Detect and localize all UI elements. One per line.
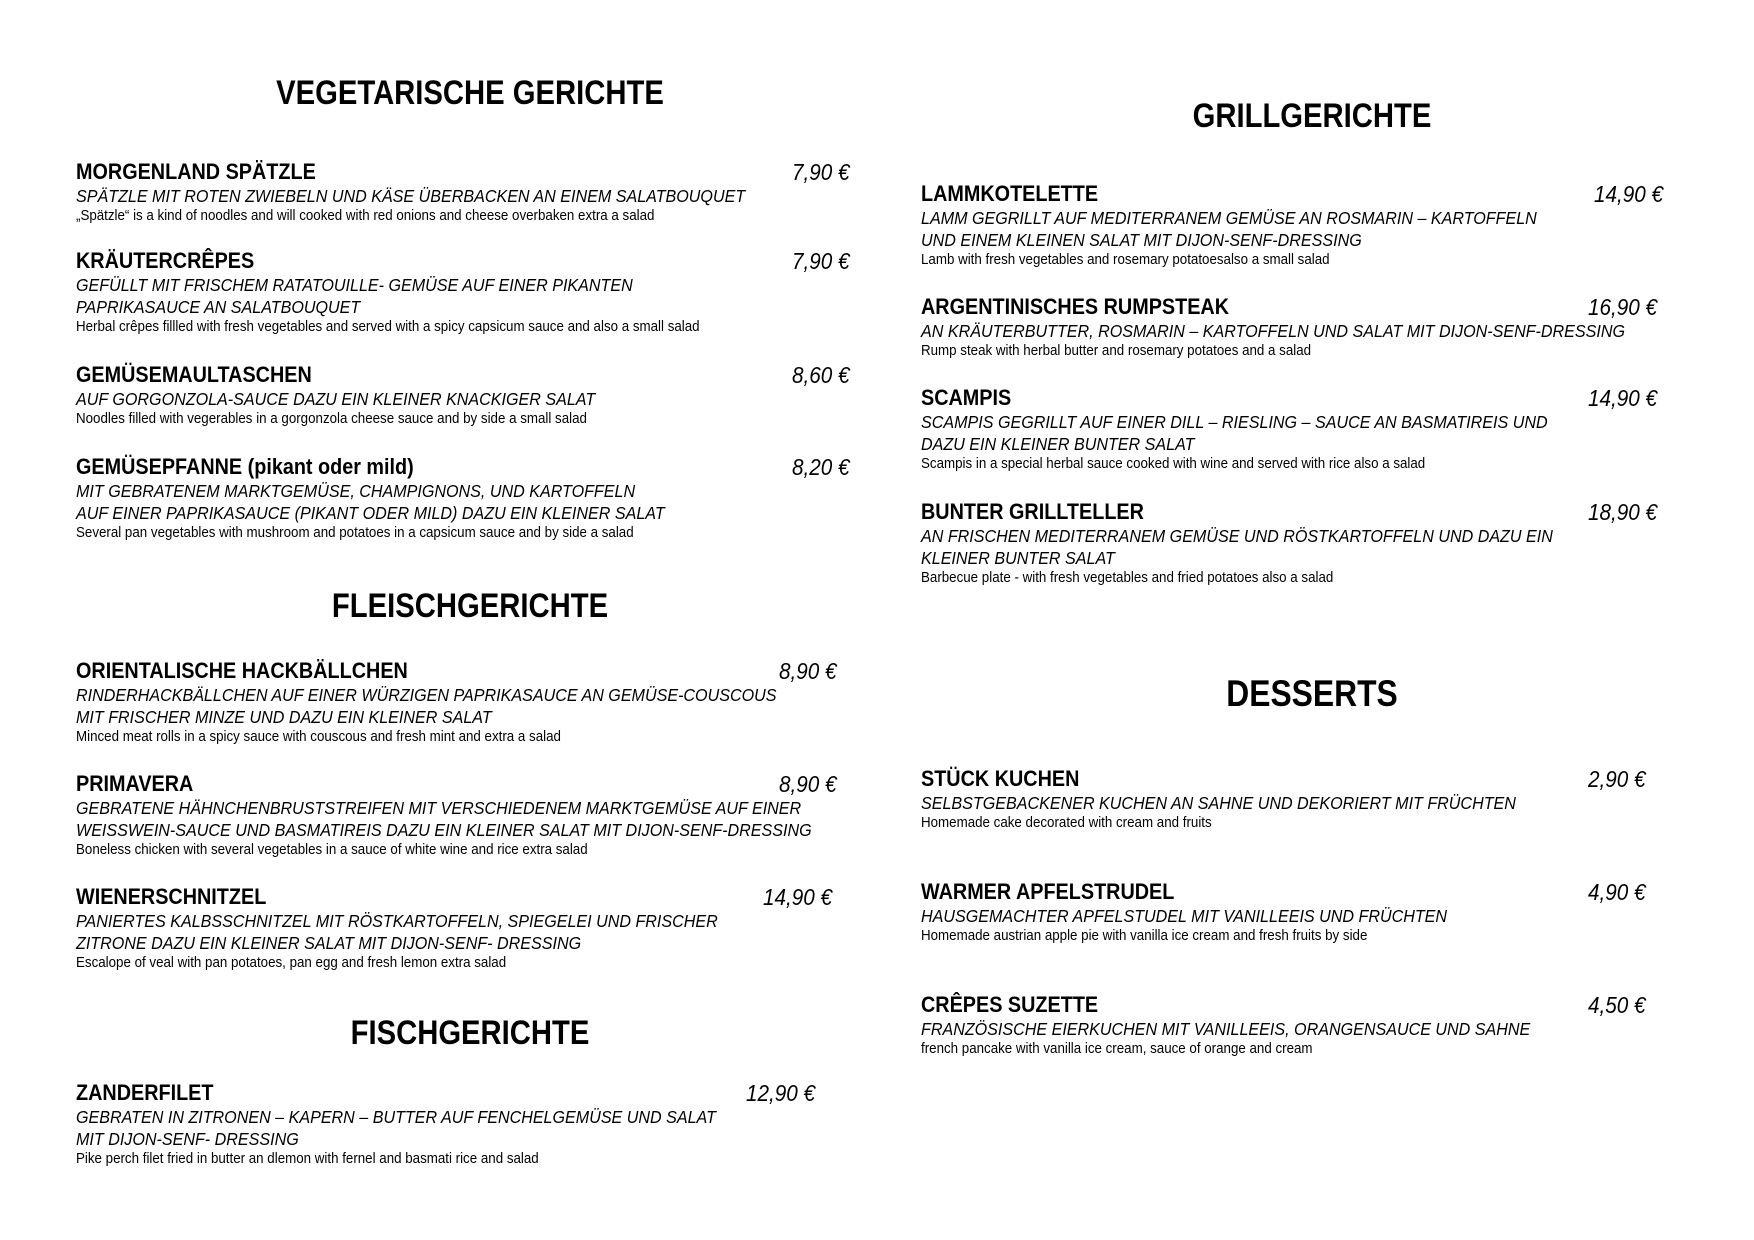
dish-description: GEBRATENE HÄHNCHENBRUSTSTREIFEN MIT VERSCHIEDENEM MARKTGEMÜSE AUF EINER WEISSWEIN-SAUCE UND BASMATIREIS DAZU EIN KLEINER SALAT MIT DIJON-SENF-DRESSING xyxy=(76,798,812,840)
dish-english: Lamb with fresh vegetables and rosemary potatoesalso a small salad xyxy=(921,252,1330,268)
section-title-grill: GRILLGERICHTE xyxy=(1192,97,1432,135)
section-title-vegetarische: VEGETARISCHE GERICHTE xyxy=(276,74,664,112)
dish-english: Boneless chicken with several vegetables in a sauce of white wine and rice extra salad xyxy=(76,842,588,858)
dish-name: LAMMKOTELETTE xyxy=(921,181,1099,206)
section-title-fisch: FISCHGERICHTE xyxy=(350,1014,590,1052)
dish-price: 12,90 € xyxy=(746,1080,816,1106)
dish-description: MIT GEBRATENEM MARKTGEMÜSE, CHAMPIGNONS, UND KARTOFFELN AUF EINER PAPRIKASAUCE (PIKANT ODER MILD) DAZU EIN KLEINER SALAT xyxy=(76,481,665,523)
dish-description: RINDERHACKBÄLLCHEN AUF EINER WÜRZIGEN PAPRIKASAUCE AN GEMÜSE-COUSCOUS MIT FRISCHER MINZE UND DAZU EIN KLEINER SALAT xyxy=(76,685,777,727)
dish-name: GEMÜSEPFANNE (pikant oder mild) xyxy=(76,454,414,479)
menu-item xyxy=(76,884,833,972)
dish-price: 8,60 € xyxy=(792,362,850,388)
section-title-fleisch: FLEISCHGERICHTE xyxy=(331,587,609,625)
dish-description: HAUSGEMACHTER APFELSTUDEL MIT VANILLEEIS UND FRÜCHTEN xyxy=(921,906,1448,926)
menu-item xyxy=(921,992,1646,1058)
dish-english: Herbal crêpes fillled with fresh vegetables and served with a spicy capsicum sauce and also a small salad xyxy=(76,319,700,335)
dish-english: Several pan vegetables with mushroom and potatoes in a capsicum sauce and by side a salad xyxy=(76,525,634,541)
dish-price: 14,90 € xyxy=(763,884,833,910)
dish-price: 2,90 € xyxy=(1588,766,1646,792)
dish-name: CRÊPES SUZETTE xyxy=(921,992,1099,1017)
dish-name: GEMÜSEMAULTASCHEN xyxy=(76,362,312,387)
dish-name: ZANDERFILET xyxy=(76,1080,214,1105)
dish-price: 7,90 € xyxy=(792,248,850,274)
dish-name: STÜCK KUCHEN xyxy=(921,766,1080,791)
menu-item xyxy=(76,659,837,746)
dish-description: SELBSTGEBACKENER KUCHEN AN SAHNE UND DEKORIERT MIT FRÜCHTEN xyxy=(921,793,1516,813)
dish-name: ORIENTALISCHE HACKBÄLLCHEN xyxy=(76,658,408,683)
menu-item xyxy=(76,248,850,336)
dish-description: AUF GORGONZOLA-SAUCE DAZU EIN KLEINER KNACKIGER SALAT xyxy=(76,389,596,409)
dish-description: PANIERTES KALBSSCHNITZEL MIT RÖSTKARTOFFELN, SPIEGELEI UND FRISCHER ZITRONE DAZU EIN KLEINER SALAT MIT DIJON-SENF- DRESSING xyxy=(76,911,718,953)
dish-description: SCAMPIS GEGRILLT AUF EINER DILL – RIESLING – SAUCE AN BASMATIREIS UND DAZU EIN KLEINER BUNTER SALAT xyxy=(921,412,1548,454)
dish-english: „Spätzle“ is a kind of noodles and will cooked with red onions and cheese overbaken extra a salad xyxy=(76,208,655,224)
dish-description: LAMM GEGRILLT AUF MEDITERRANEM GEMÜSE AN ROSMARIN – KARTOFFELN UND EINEM KLEINEN SALAT MIT DIJON-SENF-DRESSING xyxy=(921,208,1537,250)
dish-price: 4,90 € xyxy=(1588,879,1646,905)
dish-price: 18,90 € xyxy=(1588,499,1658,525)
dish-description: FRANZÖSISCHE EIERKUCHEN MIT VANILLEEIS, ORANGENSAUCE UND SAHNE xyxy=(921,1019,1531,1039)
dish-price: 16,90 € xyxy=(1588,294,1658,320)
dish-description: GEFÜLLT MIT FRISCHEM RATATOUILLE- GEMÜSE AUF EINER PIKANTEN PAPRIKASAUCE AN SALATBOUQUET xyxy=(76,275,633,317)
dish-name: KRÄUTERCRÊPES xyxy=(76,248,255,273)
menu-item xyxy=(76,454,850,542)
dish-english: Pike perch filet fried in butter an dlemon with fernel and basmati rice and salad xyxy=(76,1151,539,1167)
menu-item xyxy=(76,1080,816,1168)
dish-price: 8,20 € xyxy=(792,454,850,480)
menu-item xyxy=(921,879,1646,945)
dish-name: BUNTER GRILLTELLER xyxy=(921,499,1144,524)
dish-english: Homemade austrian apple pie with vanilla ice cream and fresh fruits by side xyxy=(921,928,1368,944)
menu-item xyxy=(921,766,1646,832)
dish-description: AN FRISCHEN MEDITERRANEM GEMÜSE UND RÖSTKARTOFFELN UND DAZU EIN KLEINER BUNTER SALAT xyxy=(921,526,1553,568)
dish-english: Barbecue plate - with fresh vegetables and fried potatoes also a salad xyxy=(921,570,1334,586)
dish-english: Minced meat rolls in a spicy sauce with couscous and fresh mint and extra a salad xyxy=(76,729,561,745)
menu-item xyxy=(921,499,1658,587)
dish-description: SPÄTZLE MIT ROTEN ZWIEBELN UND KÄSE ÜBERBACKEN AN EINEM SALATBOUQUET xyxy=(76,186,746,206)
dish-price: 8,90 € xyxy=(779,771,837,797)
dish-english: french pancake with vanilla ice cream, sauce of orange and cream xyxy=(921,1041,1313,1057)
menu-item xyxy=(921,181,1664,269)
section-title-desserts: DESSERTS xyxy=(1226,673,1398,714)
dish-name: WIENERSCHNITZEL xyxy=(76,884,267,909)
dish-description: GEBRATEN IN ZITRONEN – KAPERN – BUTTER AUF FENCHELGEMÜSE UND SALAT MIT DIJON-SENF- DRESSING xyxy=(76,1107,716,1149)
dish-price: 8,90 € xyxy=(779,658,837,684)
menu-item xyxy=(76,772,876,859)
dish-name: MORGENLAND SPÄTZLE xyxy=(76,159,316,184)
dish-english: Scampis in a special herbal sauce cooked with wine and served with rice also a salad xyxy=(921,456,1426,472)
menu-item xyxy=(921,385,1658,473)
dish-name: SCAMPIS xyxy=(921,385,1012,410)
dish-price: 14,90 € xyxy=(1594,181,1664,207)
dish-name: PRIMAVERA xyxy=(76,771,194,796)
dish-english: Homemade cake decorated with cream and fruits xyxy=(921,815,1212,831)
dish-name: ARGENTINISCHES RUMPSTEAK xyxy=(921,294,1230,319)
dish-english: Escalope of veal with pan potatoes, pan egg and fresh lemon extra salad xyxy=(76,955,507,971)
dish-description: AN KRÄUTERBUTTER, ROSMARIN – KARTOFFELN UND SALAT MIT DIJON-SENF-DRESSING xyxy=(921,321,1626,341)
menu-item xyxy=(76,362,850,428)
menu-item xyxy=(76,159,850,225)
dish-english: Noodles filled with vegerables in a gorgonzola cheese sauce and by side a small salad xyxy=(76,411,587,427)
dish-price: 4,50 € xyxy=(1588,992,1646,1018)
menu-item xyxy=(921,295,1686,360)
dish-name: WARMER APFELSTRUDEL xyxy=(921,879,1175,904)
dish-price: 14,90 € xyxy=(1588,385,1658,411)
dish-english: Rump steak with herbal butter and rosemary potatoes and a salad xyxy=(921,343,1312,359)
dish-price: 7,90 € xyxy=(792,159,850,185)
